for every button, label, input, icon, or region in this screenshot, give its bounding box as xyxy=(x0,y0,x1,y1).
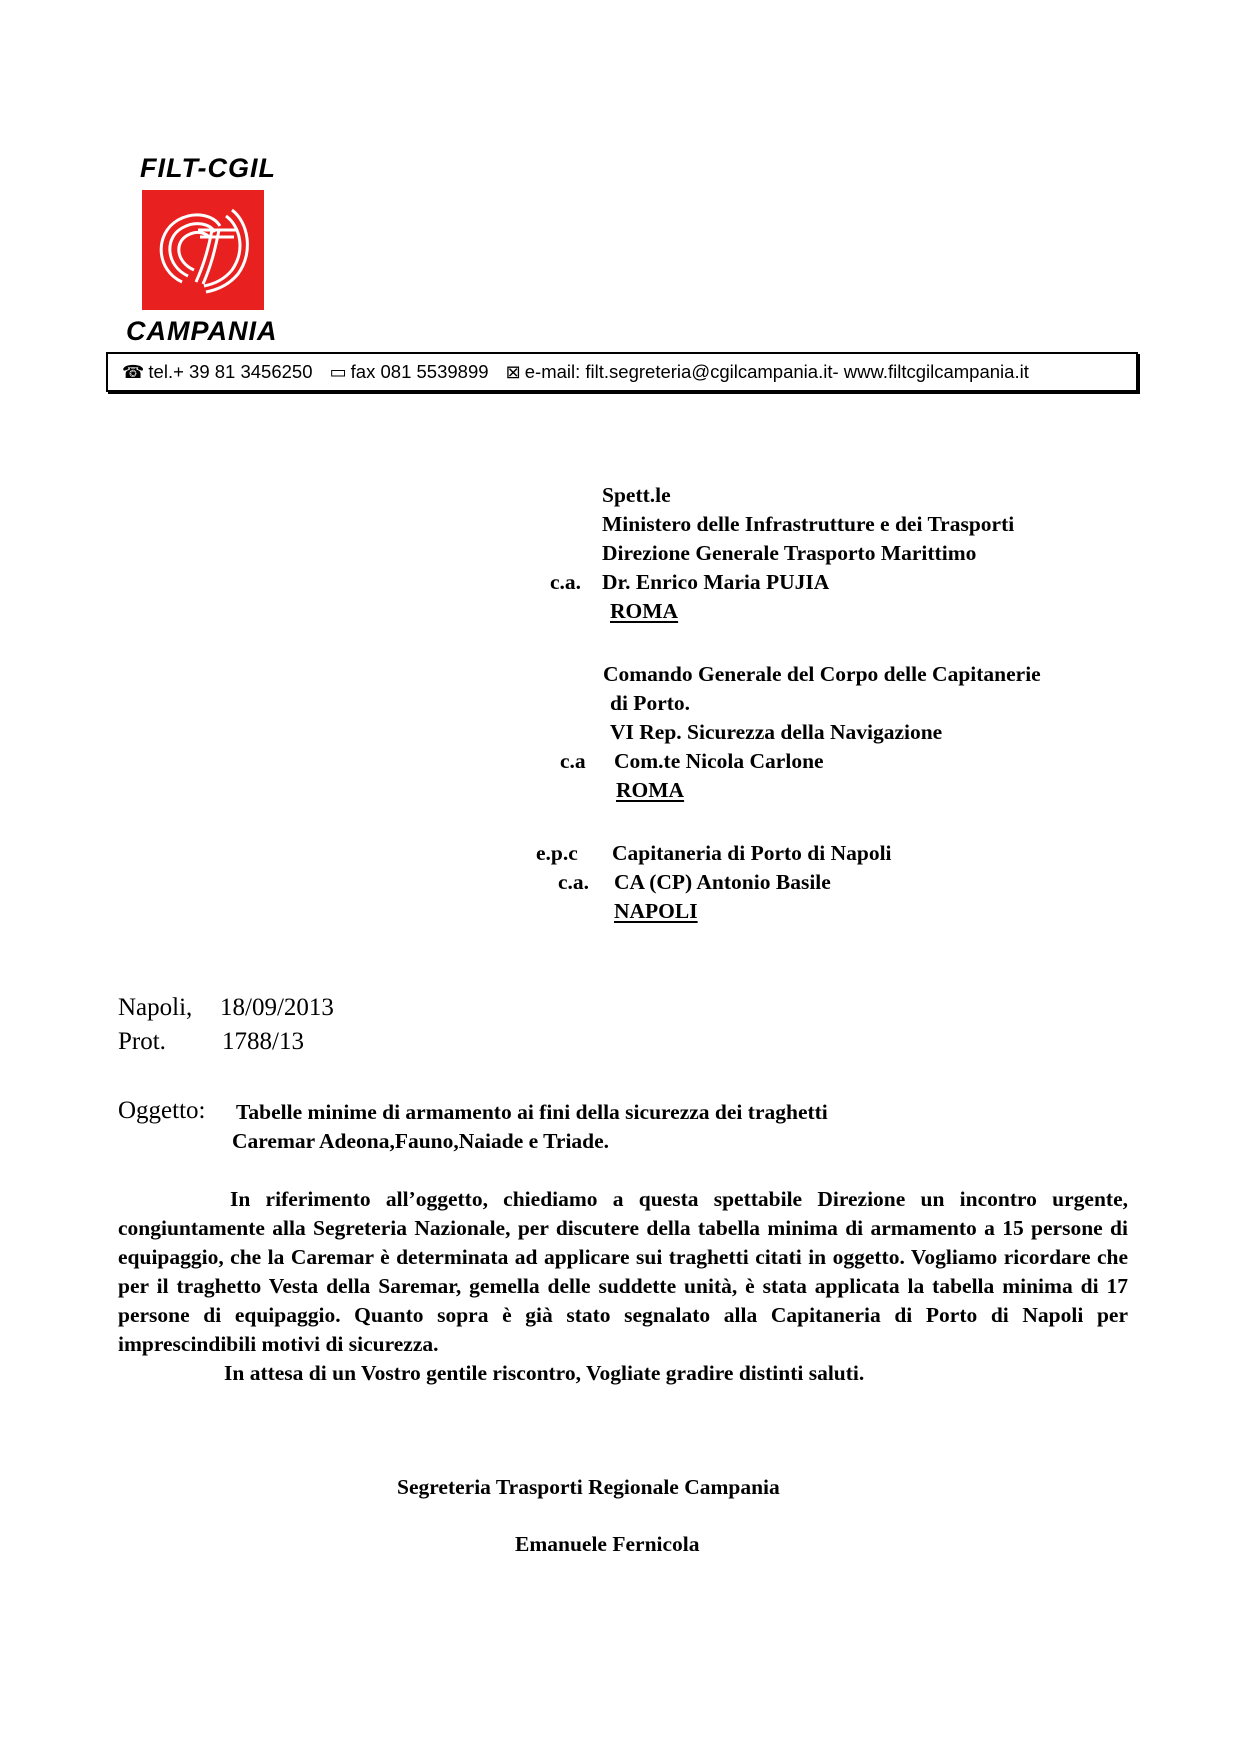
contact-tel: tel.+ 39 81 3456250 xyxy=(148,361,313,382)
recipient-2-line-2: di Porto. xyxy=(610,691,691,715)
recipient-1-attention: Dr. Enrico Maria PUJIA xyxy=(602,570,830,594)
contact-fax: fax 081 5539899 xyxy=(350,361,489,382)
telephone-icon: ☎ xyxy=(122,362,145,382)
filt-cgil-logo-icon xyxy=(142,190,264,310)
email-icon: ⊠ xyxy=(505,362,521,382)
recipient-1-line-2: Direzione Generale Trasporto Marittimo xyxy=(602,541,977,565)
contact-email-site: e-mail: filt.segreteria@cgilcampania.it- www.filtcgilcampania.it xyxy=(524,361,1029,382)
recipient-1-city: ROMA xyxy=(610,599,679,623)
letter-body xyxy=(118,1185,1128,1388)
fax-icon: ▭ xyxy=(329,362,347,382)
subject-line-2: Caremar Adeona,Fauno,Naiade e Triade. xyxy=(232,1129,610,1153)
place-label: Napoli, xyxy=(118,994,193,1021)
recipient-3-prefix-ca: c.a. xyxy=(558,870,590,894)
subject-label: Oggetto: xyxy=(118,1097,206,1124)
recipient-2-city: ROMA xyxy=(616,778,685,802)
recipient-3-attention: CA (CP) Antonio Basile xyxy=(614,870,831,894)
recipient-2-line-1: Comando Generale del Corpo delle Capitanerie xyxy=(603,662,1041,686)
body-paragraph-1: In riferimento all’oggetto, chiediamo a questa spettabile Direzione un incontro urgente, congiuntamente alla Segreteria Nazionale, per discutere della tabella minima di armamento a 15 persone di equipaggio, che la Caremar è determinata ad applicare sui traghetti citati in oggetto. Vogliamo ricordare che per il traghetto Vesta della Saremar, gemella delle suddette unità, è stata applicata la tabella minima di 17 persone di equipaggio. Quanto sopra è già stato segnalato alla Capitaneria di Porto di Napoli per imprescindibili motivi di sicurezza. xyxy=(118,1187,1128,1356)
recipient-1-line-1: Ministero delle Infrastrutture e dei Trasporti xyxy=(602,512,1015,536)
org-name-top: FILT-CGIL xyxy=(140,153,276,183)
contact-bar xyxy=(106,352,1138,392)
recipient-3-line-1: Capitaneria di Porto di Napoli xyxy=(612,841,892,865)
body-paragraph-2: In attesa di un Vostro gentile riscontro, Vogliate gradire distinti saluti. xyxy=(224,1361,865,1385)
protocol-number: 1788/13 xyxy=(222,1028,304,1055)
letter-date: 18/09/2013 xyxy=(220,994,334,1021)
recipient-greeting: Spett.le xyxy=(602,483,671,507)
recipient-2-prefix: c.a xyxy=(560,749,586,773)
recipient-3-city: NAPOLI xyxy=(614,899,698,923)
signature-name: Emanuele Fernicola xyxy=(515,1532,700,1556)
recipient-2-attention: Com.te Nicola Carlone xyxy=(614,749,824,773)
recipient-3-prefix-epc: e.p.c xyxy=(536,841,578,865)
subject-line-1: Tabelle minime di armamento ai fini della sicurezza dei traghetti xyxy=(236,1100,828,1124)
recipient-1-prefix: c.a. xyxy=(550,570,582,594)
org-name-bottom: CAMPANIA xyxy=(126,316,278,346)
signature-office: Segreteria Trasporti Regionale Campania xyxy=(397,1475,780,1499)
recipient-2-line-3: VI Rep. Sicurezza della Navigazione xyxy=(610,720,943,744)
protocol-label: Prot. xyxy=(118,1028,166,1055)
